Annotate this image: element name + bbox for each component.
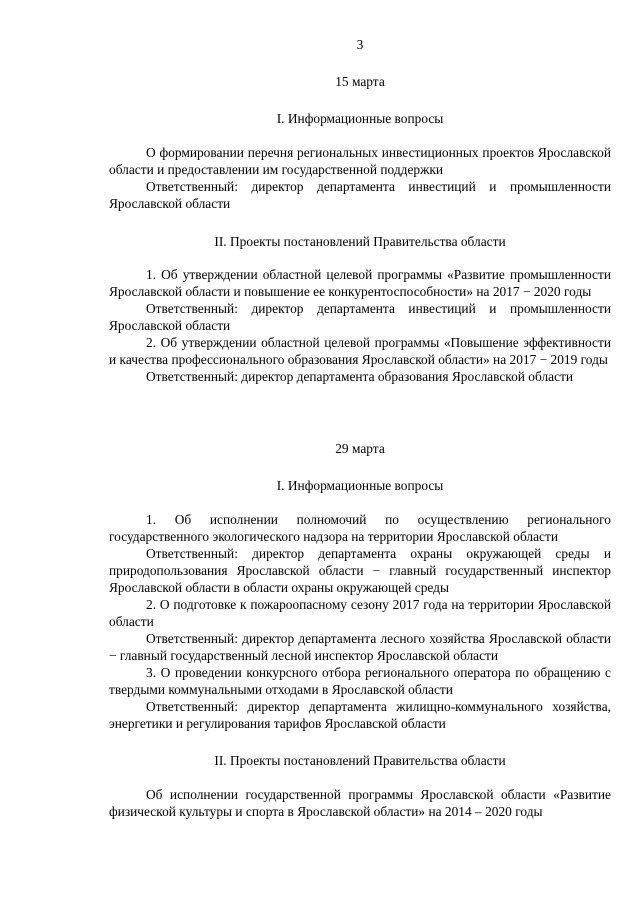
project-item-text: Об исполнении государственной программы Ярославской области «Развитие физической культуры и спорта в Ярославской области» на 2014 – 2020 годы bbox=[109, 787, 611, 819]
info-item-text: 1. Об исполнении полномочий по осуществлению регионального государственного экологического надзора на территории Ярославской области bbox=[109, 512, 611, 544]
info-item-text: 3. О проведении конкурсного отбора регионального оператора по обращению с твердыми коммунальными отходами в Ярославской области bbox=[109, 665, 611, 697]
info-item-responsible: Ответственный: директор департамента охраны окружающей среды и природопользования Ярославской области − главный государственный инспектор Ярославской области в области охраны окружающей среды bbox=[109, 546, 611, 595]
info-item-responsible: Ответственный: директор департамента лесного хозяйства Ярославской области − главный государственный лесной инспектор Ярославской области bbox=[109, 631, 611, 663]
project-item-text: 2. Об утверждении областной целевой программы «Повышение эффективности и качества профессионального образования Ярославской области» на 2017 − 2019 годы bbox=[109, 335, 611, 367]
info-item-text: 2. О подготовке к пожароопасному сезону 2017 года на территории Ярославской области bbox=[109, 597, 611, 629]
info-item-responsible: Ответственный: директор департамента инвестиций и промышленности Ярославской области bbox=[109, 179, 611, 211]
info-item bbox=[109, 511, 611, 732]
project-item-text: 1. Об утверждении областной целевой программы «Развитие промышленности Ярославской области и повышение ее конкурентоспособности» на 2017 − 2020 годы bbox=[109, 267, 611, 299]
section-heading-info: I. Информационные вопросы bbox=[276, 111, 444, 126]
project-item bbox=[109, 266, 611, 385]
section-date: 29 марта bbox=[335, 441, 385, 456]
page-number: 3 bbox=[356, 37, 364, 52]
section-heading-info: I. Информационные вопросы bbox=[276, 478, 444, 493]
project-item bbox=[109, 786, 611, 820]
info-item-responsible: Ответственный: директор департамента жилищно-коммунального хозяйства, энергетики и регулирования тарифов Ярославской области bbox=[109, 699, 611, 731]
project-item-responsible: Ответственный: директор департамента инвестиций и промышленности Ярославской области bbox=[109, 301, 611, 333]
section-heading-projects: II. Проекты постановлений Правительства области bbox=[214, 753, 506, 768]
section-date: 15 марта bbox=[335, 74, 385, 89]
info-item-text: О формировании перечня региональных инвестиционных проектов Ярославской области и предоставлении им государственной поддержки bbox=[109, 145, 611, 177]
section-heading-projects: II. Проекты постановлений Правительства области bbox=[214, 234, 506, 249]
info-item bbox=[109, 144, 611, 212]
project-item-responsible: Ответственный: директор департамента образования Ярославской области bbox=[146, 369, 574, 384]
